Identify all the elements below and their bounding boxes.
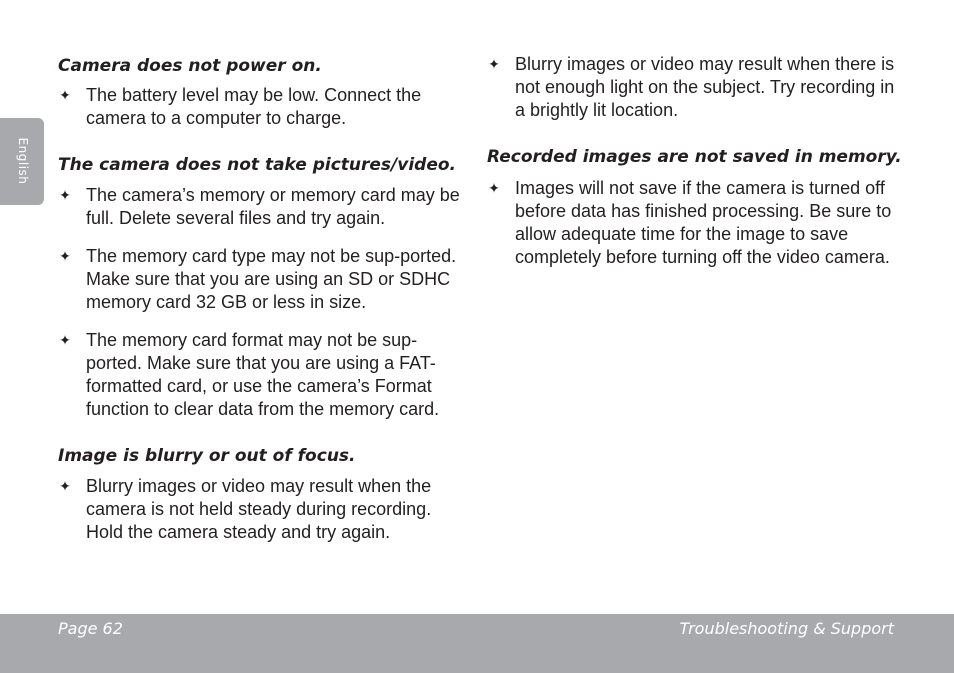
list-item-text: The camera’s memory or memory card may be full. Delete several files and try again. [86, 185, 460, 228]
list-item [487, 177, 907, 269]
page-number: Page 62 [58, 619, 123, 638]
star-bullet-icon: ✦ [488, 180, 500, 196]
section-heading-power: Camera does not power on. [58, 56, 322, 76]
list-item [58, 184, 473, 230]
star-bullet-icon: ✦ [59, 248, 71, 264]
page-footer [0, 614, 954, 673]
section-heading-blurry: Image is blurry or out of focus. [58, 446, 356, 466]
star-bullet-icon: ✦ [59, 478, 71, 494]
list-item [58, 475, 473, 544]
list-item [58, 245, 473, 314]
star-bullet-icon: ✦ [488, 56, 500, 72]
list-item-text: The memory card type may not be sup-ported. Make sure that you are using an SD or SDHC memory card 32 GB or less in size. [86, 246, 457, 312]
section-heading-no-pictures: The camera does not take pictures/video. [58, 155, 456, 175]
list-item-text: Blurry images or video may result when the camera is not held steady during recording. Hold the camera steady and try again. [86, 476, 432, 542]
star-bullet-icon: ✦ [59, 332, 71, 348]
list-item-text: The battery level may be low. Connect the camera to a computer to charge. [86, 85, 422, 128]
section-title: Troubleshooting & Support [679, 619, 894, 638]
list-item [487, 53, 907, 122]
star-bullet-icon: ✦ [59, 187, 71, 203]
list-item-text: Images will not save if the camera is turned off before data has finished processing. Be sure to allow adequate time for the image to save completely before turning off the video camera. [515, 178, 892, 267]
list-item [58, 329, 473, 421]
star-bullet-icon: ✦ [59, 87, 71, 103]
list-item [58, 84, 473, 130]
list-item-text: Blurry images or video may result when there is not enough light on the subject. Try recording in a brightly lit location. [515, 54, 895, 120]
language-tab-label: English [16, 137, 30, 185]
section-heading-not-saved: Recorded images are not saved in memory. [487, 147, 902, 167]
list-item-text: The memory card format may not be sup-ported. Make sure that you are using a FAT-formatted card, or use the camera’s Format function to clear data from the memory card. [86, 330, 440, 419]
